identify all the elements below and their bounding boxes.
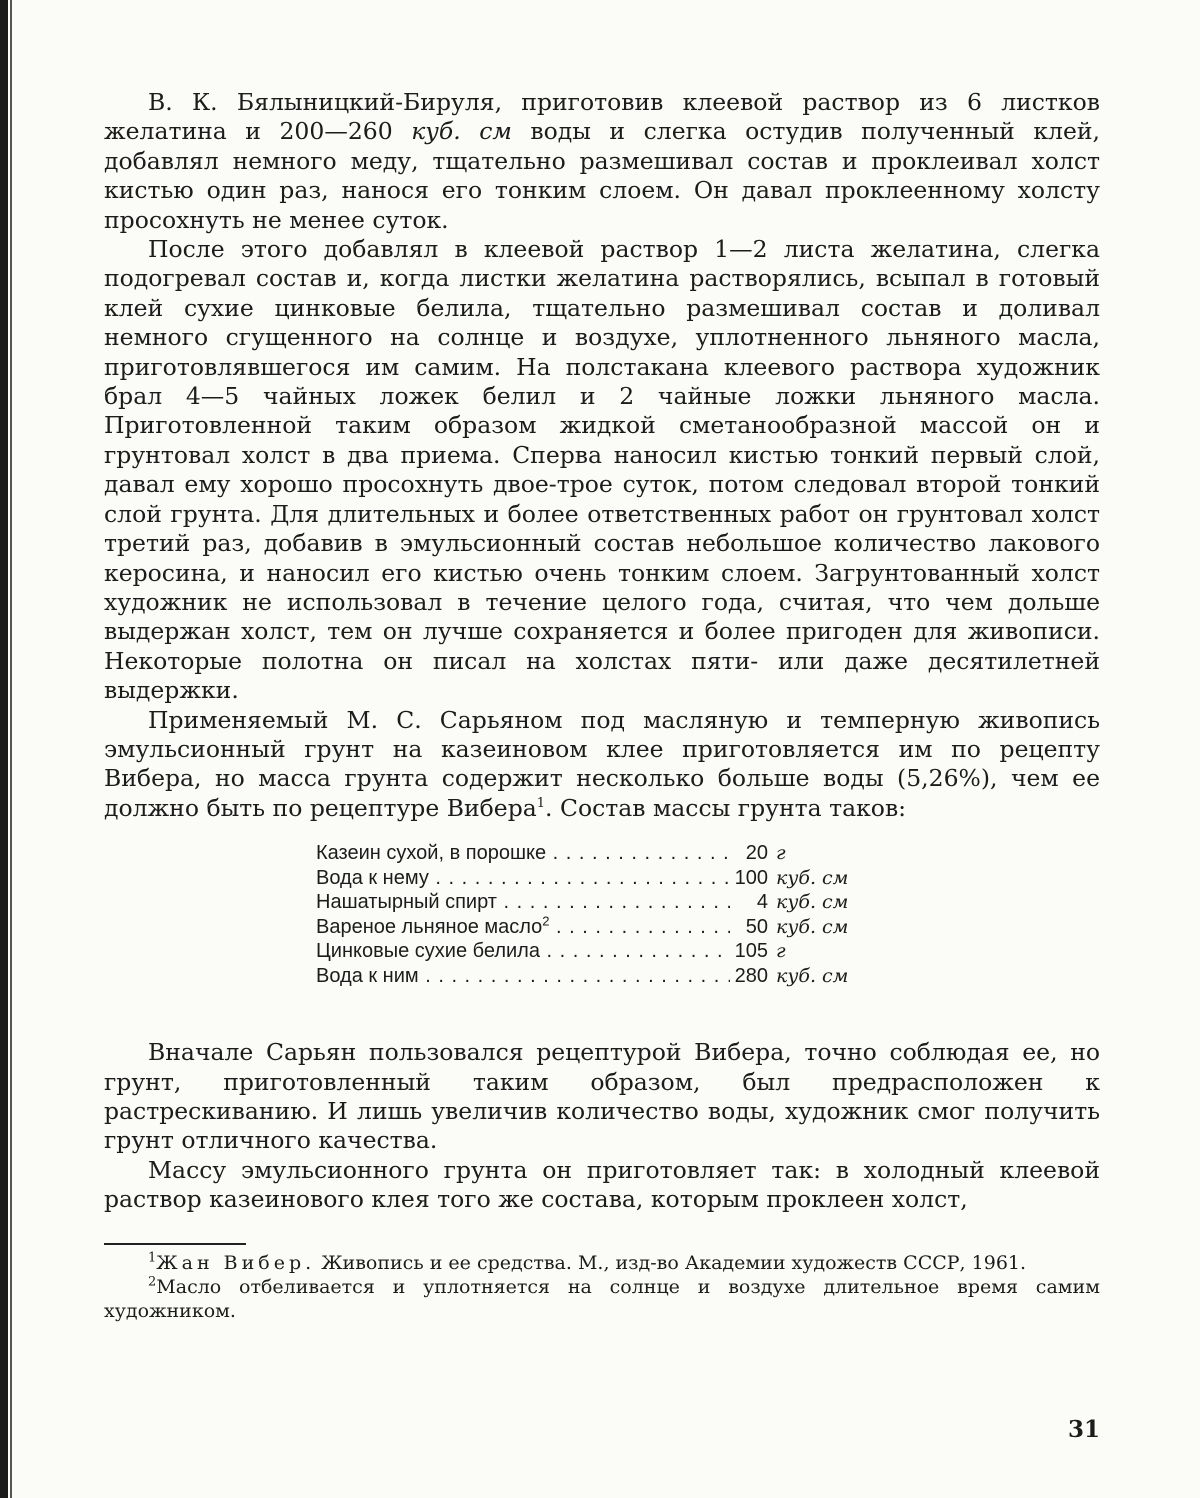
book-spine-edge (0, 0, 8, 1498)
recipe-amount: 280 (734, 964, 768, 987)
recipe-row (316, 964, 876, 989)
recipe-ingredient: Вареное льняное масло (316, 915, 543, 938)
page-number: 31 (1068, 1416, 1101, 1443)
footnote-1: $^1$Жан Вибер. Живопись и ее средства. М., изд-во Академии художеств СССР, 1961. (148, 1250, 1027, 1274)
footnotes (104, 1251, 1100, 1323)
book-spine-line (10, 0, 12, 1498)
paragraph-1: В. К. Бялыницкий-Бируля, приготовив клеевой раствор из 6 листков желатина и 200—260 куб. см воды и слегка остудив полученный клей, добавлял немного меду, тщательно размешивал состав и проклеивал холст кистью один раз, нанося его тонким слоем. Он давал проклеенному холсту просохнуть не менее суток. (104, 88, 1101, 234)
recipe-amount: 4 (756, 891, 768, 914)
footnote-2: $^2$Масло отбеливается и уплотняется на солнце и воздухе длительное время самим художником. (104, 1274, 1100, 1322)
unit-italic: куб. см (411, 117, 512, 146)
recipe-row (316, 841, 876, 866)
recipe-row (316, 866, 876, 891)
recipe-ingredient: Нашатырный спирт (316, 891, 497, 914)
recipe-unit: куб. см (776, 964, 849, 987)
paragraph-5: Массу эмульсионного грунта он приготовляет так: в холодный клеевой раствор казеинового клея того же состава, которым проклеен холст, (104, 1155, 1100, 1214)
recipe-amount: 100 (734, 866, 768, 889)
footnote-divider (104, 1243, 246, 1245)
paragraph-2: После этого добавлял в клеевой раствор 1—2 листа желатина, слегка подогревал состав и, когда листки желатина растворялись, всыпал в готовый клей сухие цинковые белила, тщательно размешивал состав и доливал немного сгущенного на солнце и воздухе, уплотненного льняного масла, приготовлявшегося им самим. На полстакана клеевого раствора художник брал 4—5 чайных ложек белил и 2 чайные ложки льняного масла. Приготовленной таким образом жидкой сметанообразной массой он и грунтовал холст в два приема. Сперва наносил кистью тонкий первый слой, давал ему хорошо просохнуть двое-трое суток, потом следовал второй тонкий слой грунта. Для длительных и более ответственных работ он грунтовал холст третий раз, добавив в эмульсионный состав небольшое количество лакового керосина, и наносил его кистью очень тонким слоем. Загрунтованный холст художник не использовал в течение целого года, считая, что чем дольше выдержан холст, тем он лучше сохраняется и более пригоден для живописи. Некоторые полотна он писал на холстах пяти- или даже десятилетней выдержки. (104, 235, 1100, 705)
recipe-unit: куб. см (776, 915, 849, 938)
recipe-row (316, 915, 876, 940)
recipe-unit: г (776, 940, 786, 963)
footnote-ref-1: 1 (536, 795, 546, 811)
recipe-amount: 50 (745, 915, 768, 938)
recipe-table (316, 841, 876, 988)
recipe-amount: 20 (745, 842, 768, 865)
spacer (104, 988, 1100, 1038)
paragraph-3: Применяемый М. С. Сарьяном под масляную и темперную живопись эмульсионный грунт на казеиновом клее приготовляется им по рецепту Вибера, но масса грунта содержит несколько больше воды (5,26%), чем ее должно быть по рецептуре Вибера$^1$. Состав массы грунта таков: (104, 705, 1100, 822)
recipe-row (316, 939, 876, 964)
page-body (104, 88, 1100, 1323)
recipe-ingredient: Цинковые сухие белила (316, 940, 540, 963)
recipe-unit: куб. см (776, 866, 849, 889)
footnote-author: Жан Вибер. (156, 1251, 316, 1274)
footnote-mark: 2 (148, 1274, 157, 1290)
recipe-ingredient: Вода к нему (316, 866, 429, 889)
recipe-ingredient: Вода к ним (316, 964, 419, 987)
footnote-mark: 1 (148, 1250, 157, 1266)
recipe-unit: г (776, 842, 786, 865)
footnote-ref-2: 2 (542, 914, 550, 928)
paragraph-4: Вначале Сарьян пользовался рецептурой Вибера, точно соблюдая ее, но грунт, приготовленный таким образом, был предрасположен к растрескиванию. И лишь увеличив количество воды, художник смог получить грунт отличного качества. (104, 1038, 1100, 1155)
recipe-ingredient: Казеин сухой, в порошке (316, 842, 547, 865)
recipe-amount: 105 (734, 940, 768, 963)
recipe-unit: куб. см (776, 891, 849, 914)
recipe-row (316, 890, 876, 915)
